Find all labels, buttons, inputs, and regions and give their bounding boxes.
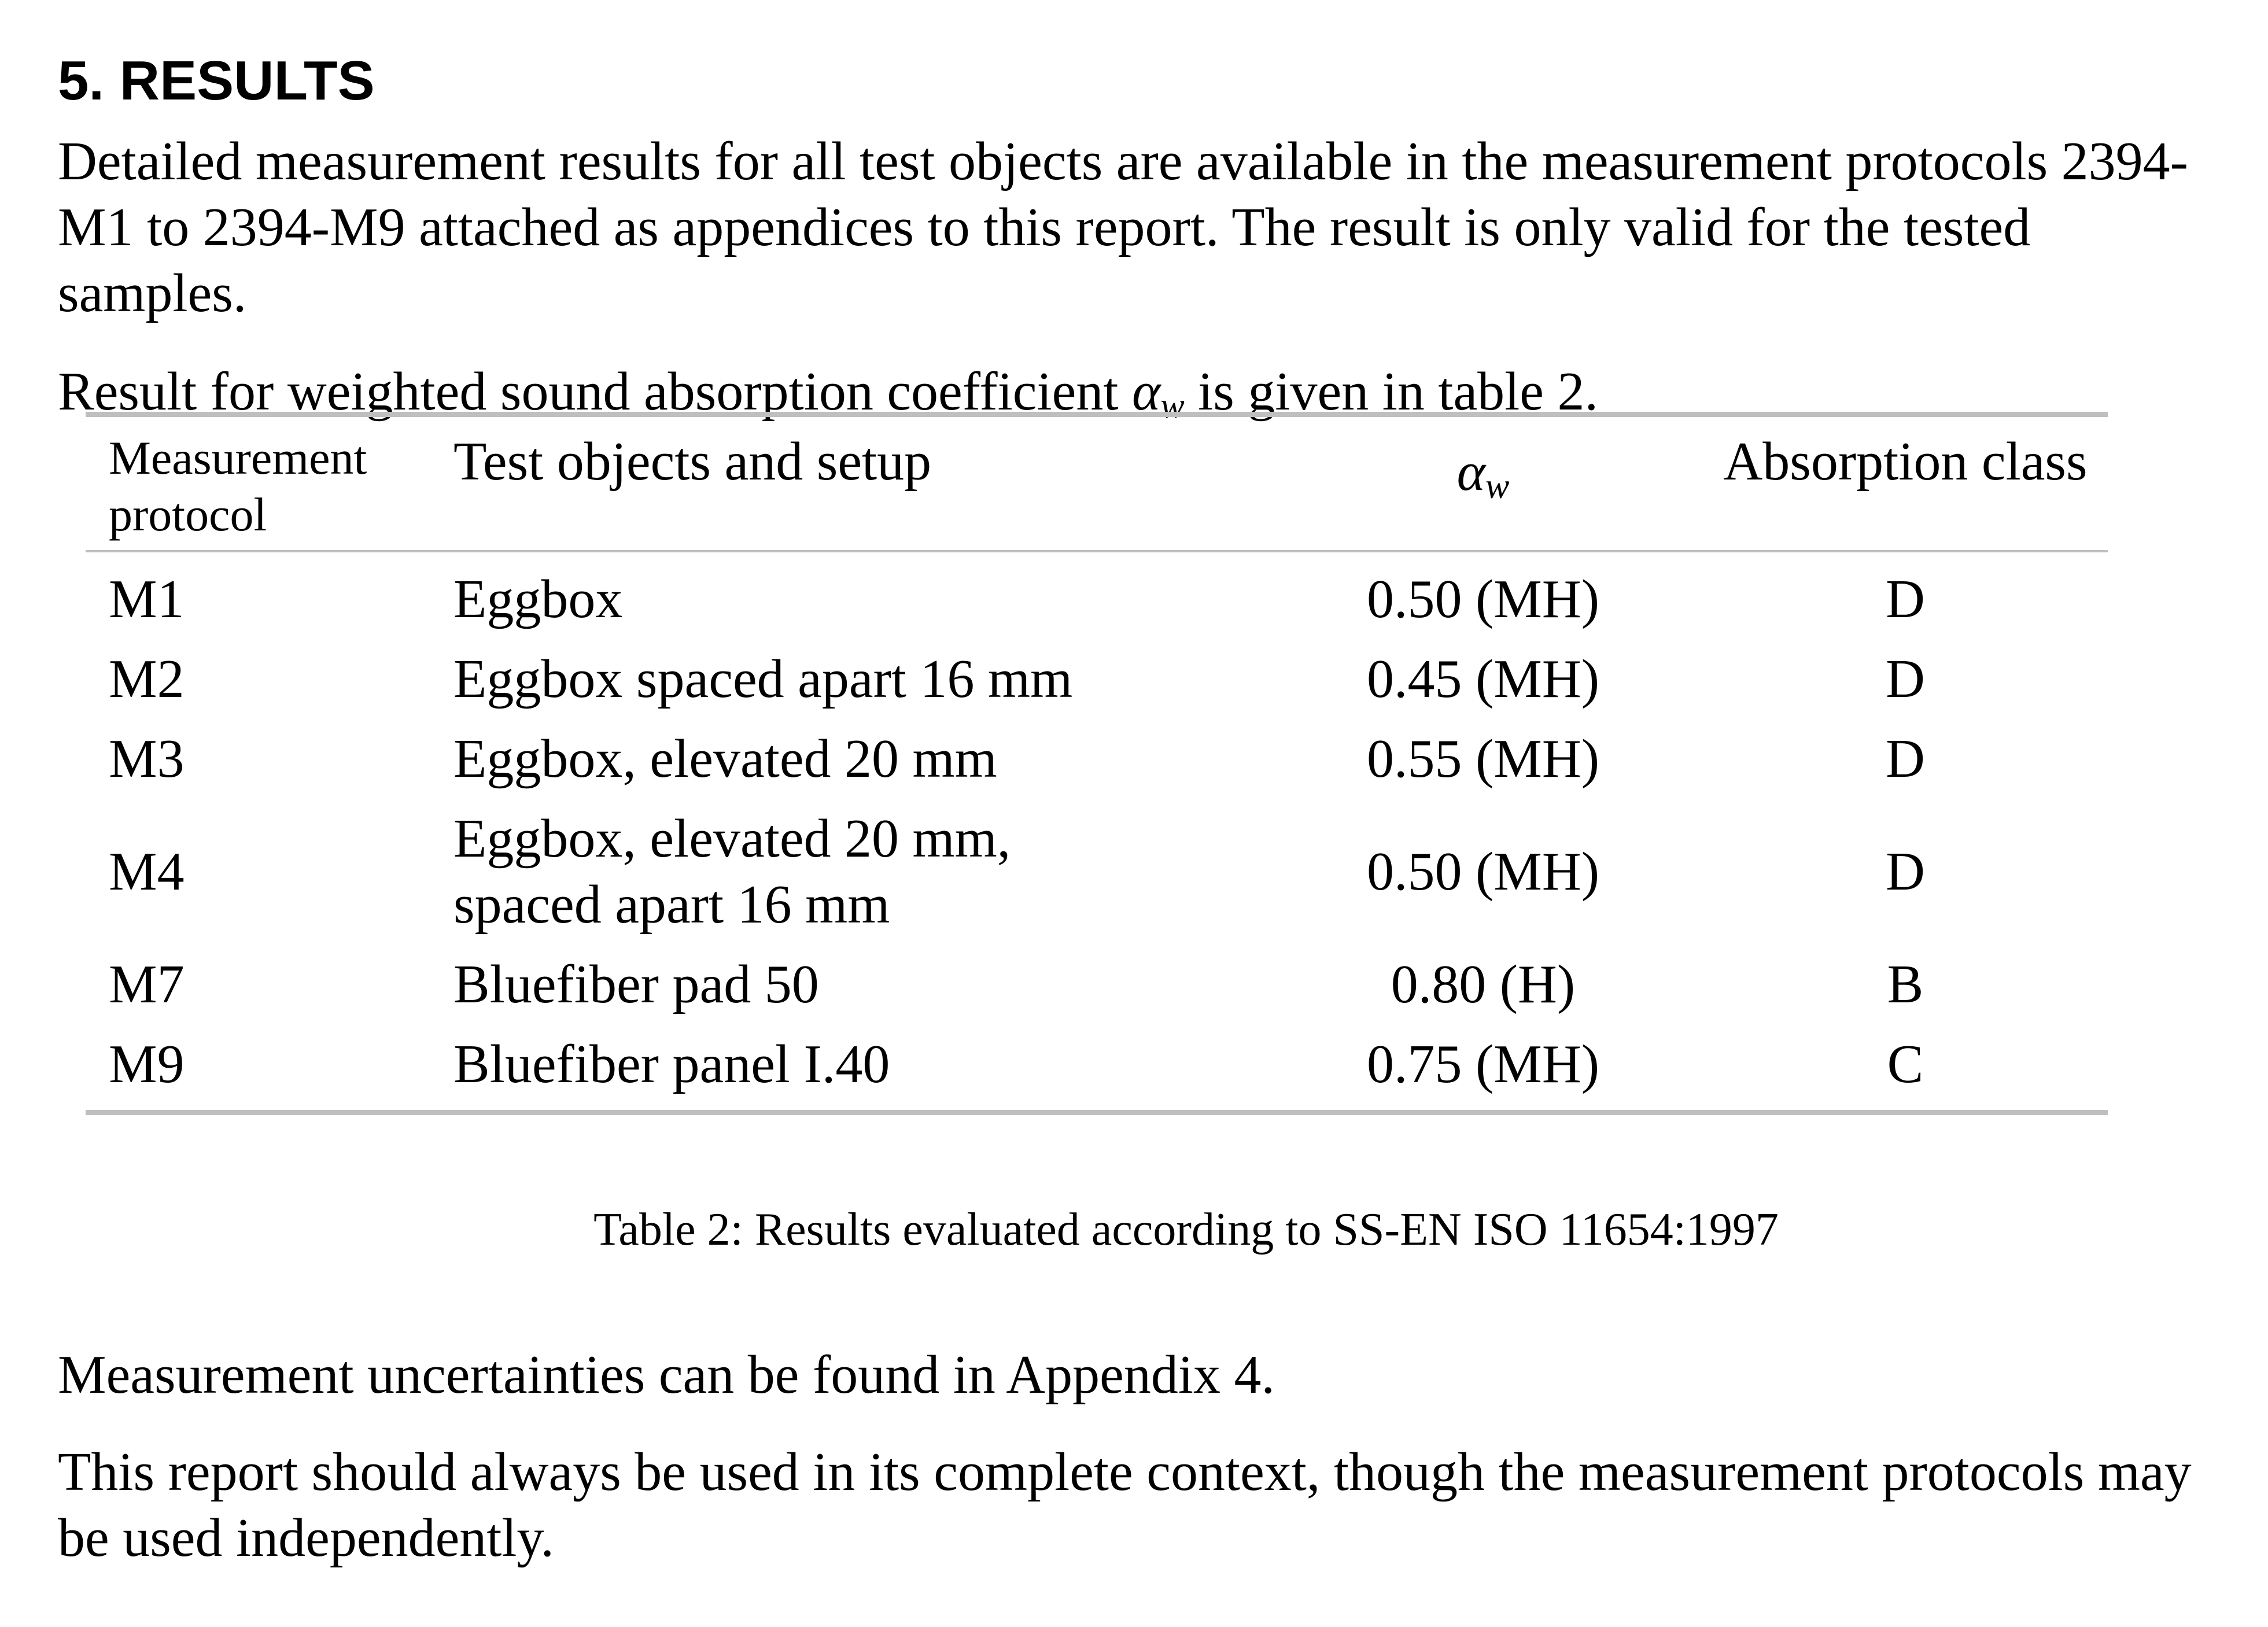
alpha-symbol: α bbox=[1131, 361, 1161, 422]
table-header-row bbox=[86, 415, 2108, 552]
cell-absorption-class: B bbox=[1887, 954, 1924, 1014]
table-caption: Table 2: Results evaluated according to SS-EN ISO 11654:1997 bbox=[593, 1204, 1779, 1255]
cell-absorption-class: D bbox=[1886, 649, 1925, 709]
header-protocol-line1: Measurement bbox=[109, 431, 367, 484]
cell-alpha-w: 0.50 (MH) bbox=[1366, 842, 1600, 902]
cell-protocol: M9 bbox=[109, 1034, 185, 1094]
table-row bbox=[86, 719, 2108, 799]
uncertainties-paragraph: Measurement uncertainties can be found in Appendix 4. bbox=[58, 1345, 1275, 1405]
header-test-objects: Test objects and setup bbox=[433, 415, 1263, 552]
results-table bbox=[86, 412, 2108, 1115]
header-protocol-line2: protocol bbox=[109, 488, 267, 541]
table-row bbox=[86, 799, 2108, 945]
cell-protocol: M7 bbox=[109, 954, 185, 1014]
cell-protocol: M1 bbox=[109, 569, 185, 629]
cell-alpha-w: 0.50 (MH) bbox=[1366, 569, 1600, 629]
cell-absorption-class: D bbox=[1886, 842, 1925, 902]
header-alpha-w bbox=[1263, 415, 1703, 552]
header-alpha-subscript: w bbox=[1485, 467, 1510, 506]
context-paragraph: This report should always be used in its complete context, though the measurement protocols may be used independently. bbox=[58, 1442, 2192, 1568]
cell-absorption-class: D bbox=[1886, 729, 1925, 789]
table-row bbox=[86, 1024, 2108, 1113]
cell-test-object: Eggbox, elevated 20 mm, spaced apart 16 mm bbox=[453, 809, 1011, 935]
results-table-container bbox=[86, 412, 2108, 1115]
header-alpha-symbol-group bbox=[1456, 442, 1510, 506]
cell-protocol: M2 bbox=[109, 649, 185, 709]
header-alpha-symbol: α bbox=[1456, 442, 1485, 502]
table-row bbox=[86, 945, 2108, 1024]
cell-alpha-w: 0.45 (MH) bbox=[1366, 649, 1600, 709]
cell-protocol: M3 bbox=[109, 729, 185, 789]
cell-test-object: Eggbox, elevated 20 mm bbox=[453, 729, 997, 789]
weighted-text-post: is given in table 2. bbox=[1184, 361, 1598, 422]
intro-paragraph: Detailed measurement results for all test objects are available in the measurement protocols 2394-M1 to 2394-M9 attached as appendices to this report. The result is only valid for the tested samples. bbox=[58, 131, 2188, 323]
cell-absorption-class: D bbox=[1886, 569, 1925, 629]
section-heading: 5. RESULTS bbox=[58, 50, 375, 112]
cell-alpha-w: 0.55 (MH) bbox=[1366, 729, 1600, 789]
table-row bbox=[86, 639, 2108, 719]
cell-protocol: M4 bbox=[109, 842, 185, 902]
cell-alpha-w: 0.80 (H) bbox=[1391, 954, 1576, 1014]
header-absorption-class: Absorption class bbox=[1703, 415, 2108, 552]
cell-test-object: Eggbox spaced apart 16 mm bbox=[453, 649, 1073, 709]
results-section bbox=[58, 46, 2233, 425]
cell-test-object: Eggbox bbox=[453, 569, 623, 629]
cell-absorption-class: C bbox=[1887, 1034, 1924, 1094]
cell-alpha-w: 0.75 (MH) bbox=[1366, 1034, 1600, 1094]
weighted-text-pre: Result for weighted sound absorption coefficient bbox=[58, 361, 1132, 422]
cell-test-object: Bluefiber pad 50 bbox=[453, 954, 819, 1014]
table-row bbox=[86, 551, 2108, 639]
cell-test-object: Bluefiber panel I.40 bbox=[453, 1034, 890, 1094]
alpha-subscript: w bbox=[1160, 386, 1185, 426]
header-measurement-protocol bbox=[86, 415, 433, 552]
